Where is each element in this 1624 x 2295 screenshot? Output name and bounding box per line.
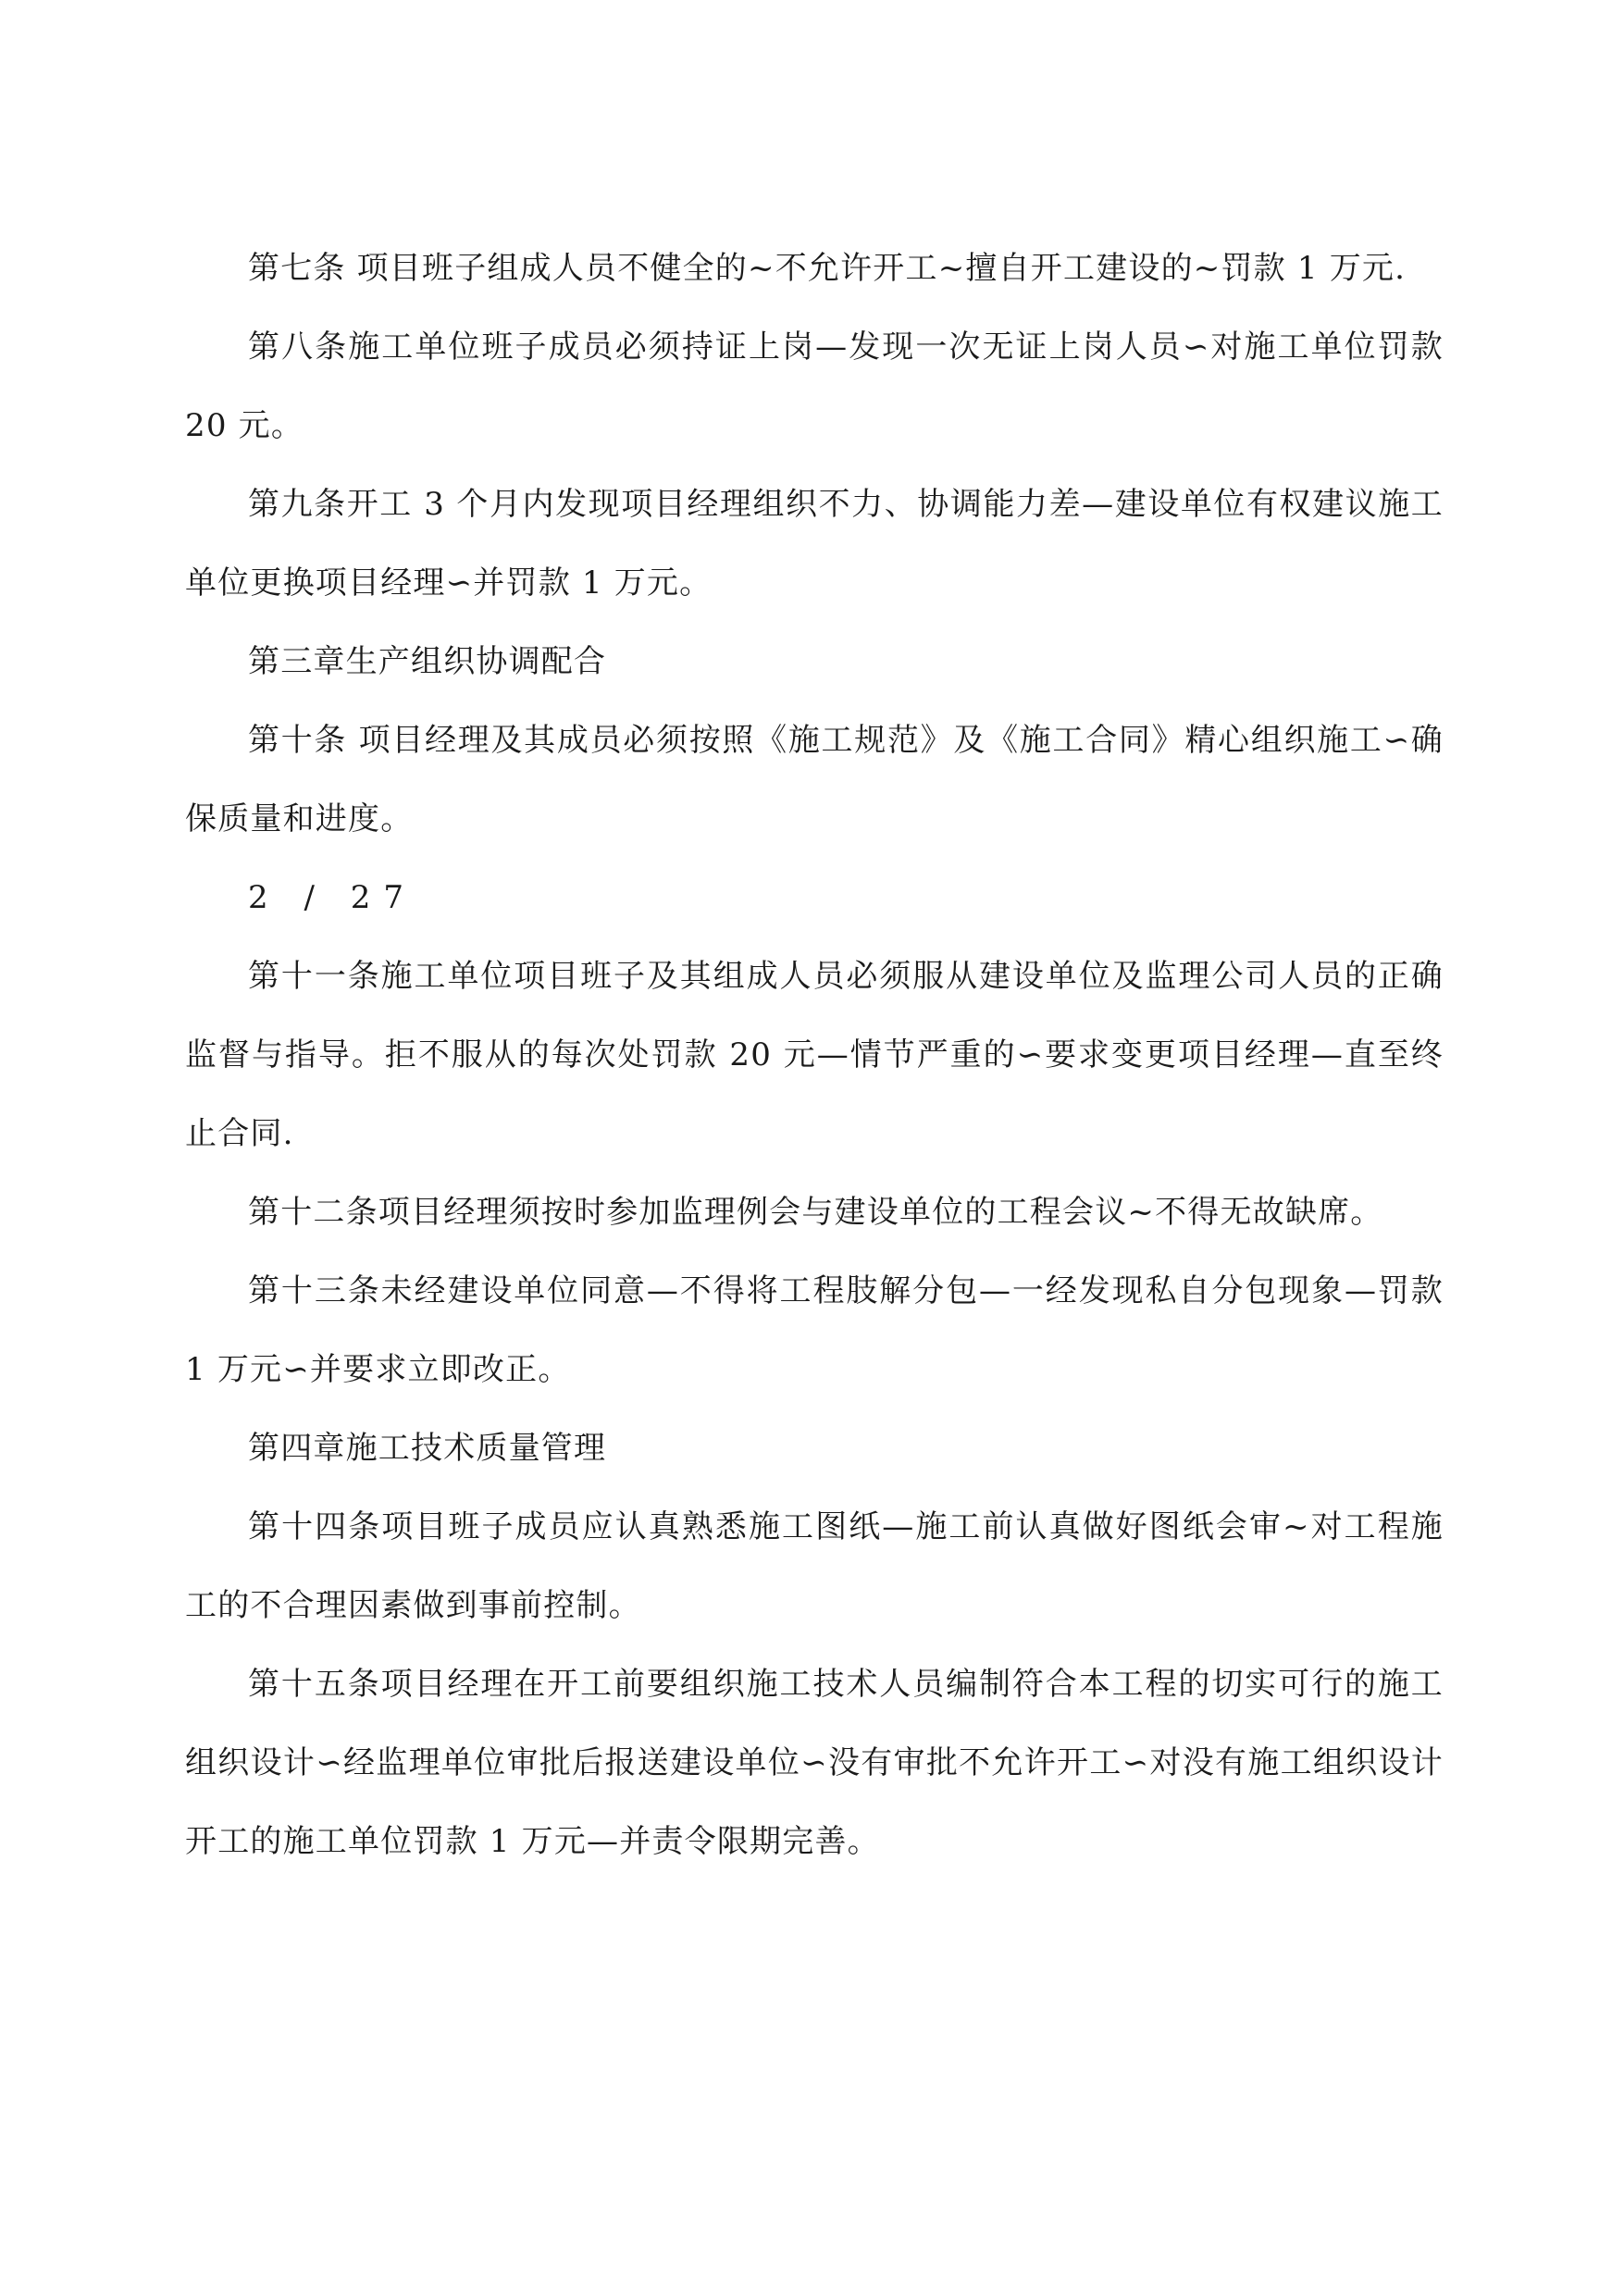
article-10: 第十条 项目经理及其成员必须按照《施工规范》及《施工合同》精心组织施工∽确保质量和进度。 — [185, 722, 1444, 837]
document-body — [185, 230, 1444, 1881]
article-11: 第十一条施工单位项目班子及其组成人员必须服从建设单位及监理公司人员的正确监督与指导。拒不服从的每次处罚款 20 元—情节严重的∽要求变更项目经理—直至终止合同. — [185, 958, 1444, 1152]
article-13: 第十三条未经建设单位同意—不得将工程肢解分包—一经发现私自分包现象—罚款 1 万元∽并要求立即改正。 — [185, 1272, 1444, 1388]
page-number: 2 / 27 — [248, 879, 416, 916]
article-15: 第十五条项目经理在开工前要组织施工技术人员编制符合本工程的切实可行的施工组织设计∽经监理单位审批后报送建设单位∽没有审批不允许开工∽对没有施工组织设计开工的施工单位罚款 1 万元—并责令限期完善。 — [185, 1666, 1444, 1860]
article-12: 第十二条项目经理须按时参加监理例会与建设单位的工程会议~不得无故缺席。 — [248, 1194, 1383, 1231]
chapter-3-heading: 第三章生产组织协调配合 — [248, 643, 607, 680]
article-9: 第九条开工 3 个月内发现项目经理组织不力、协调能力差—建设单位有权建议施工单位更换项目经理∽并罚款 1 万元。 — [185, 486, 1444, 602]
article-7: 第七条 项目班子组成人员不健全的~不允许开工~擅自开工建设的~罚款 1 万元. — [248, 250, 1407, 287]
chapter-4-heading: 第四章施工技术质量管理 — [248, 1430, 607, 1467]
article-14: 第十四条项目班子成员应认真熟悉施工图纸—施工前认真做好图纸会审~对工程施工的不合理因素做到事前控制。 — [185, 1508, 1444, 1624]
article-8: 第八条施工单位班子成员必须持证上岗—发现一次无证上岗人员∽对施工单位罚款 20 元。 — [185, 329, 1444, 444]
